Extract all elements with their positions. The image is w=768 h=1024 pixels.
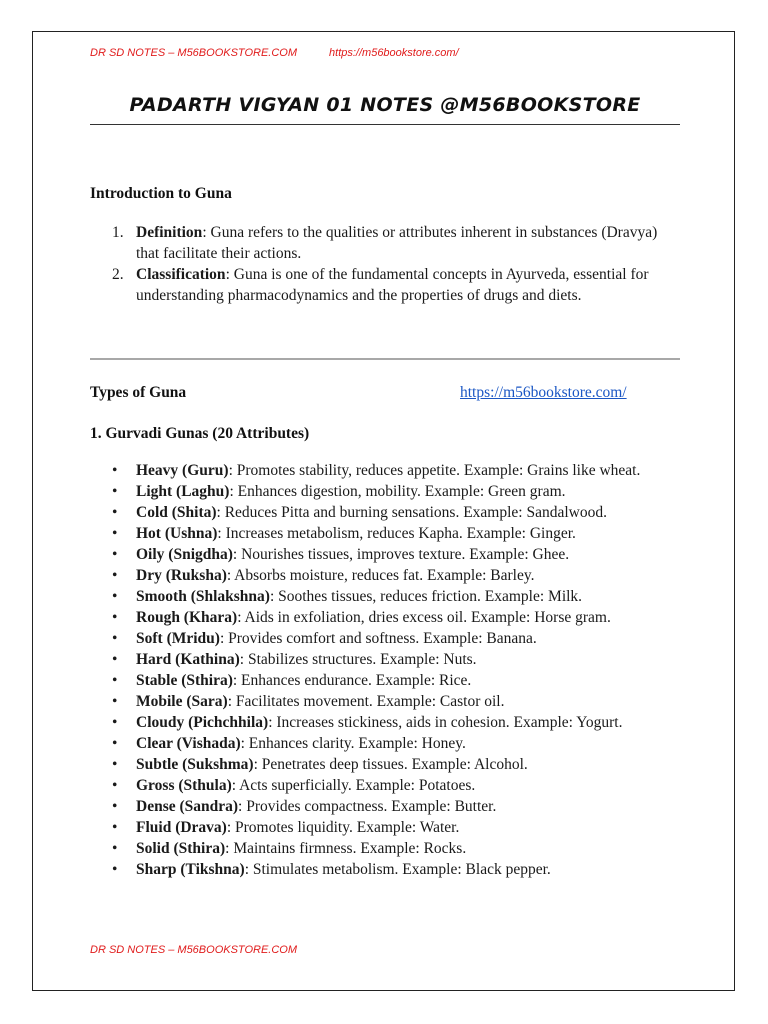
page-footer: DR SD NOTES – M56BOOKSTORE.COM <box>90 944 298 956</box>
guna-term: Smooth (Shlakshna) <box>136 588 270 605</box>
guna-desc: : Soothes tissues, reduces friction. Example: Milk. <box>269 588 583 605</box>
bullet-icon: • <box>112 651 118 668</box>
intro-list <box>110 222 680 306</box>
intro-term: Classification <box>136 266 226 283</box>
guna-term: Hot (Ushna) <box>136 525 218 542</box>
list-item <box>112 817 682 838</box>
guna-term: Rough (Khara) <box>136 609 238 626</box>
bullet-icon: • <box>112 546 118 563</box>
list-item <box>112 691 682 712</box>
intro-term: Definition <box>136 224 203 241</box>
title-underline <box>90 124 680 125</box>
bullet-icon: • <box>112 819 118 836</box>
guna-term: Gross (Sthula) <box>136 777 232 794</box>
guna-desc: : Promotes stability, reduces appetite. Example: Grains like wheat. <box>228 462 641 479</box>
bullet-icon: • <box>112 462 118 479</box>
list-item <box>112 838 682 859</box>
bullet-icon: • <box>112 693 118 710</box>
guna-term: Cold (Shita) <box>136 504 217 521</box>
guna-term: Hard (Kathina) <box>136 651 240 668</box>
guna-term: Stable (Sthira) <box>136 672 233 689</box>
guna-desc: : Enhances digestion, mobility. Example: Green gram. <box>229 483 566 500</box>
section-divider <box>90 358 680 360</box>
bullet-icon: • <box>112 588 118 605</box>
guna-desc: : Increases stickiness, aids in cohesion. Example: Yogurt. <box>268 714 623 731</box>
bullet-icon: • <box>112 483 118 500</box>
guna-desc: : Promotes liquidity. Example: Water. <box>226 819 460 836</box>
intro-text: : Guna is one of the fundamental concepts in Ayurveda, essential for understanding pharmacodynamics and the properties of drugs and diets. <box>136 266 649 304</box>
intro-item <box>110 264 680 306</box>
guna-desc: : Provides comfort and softness. Example: Banana. <box>219 630 537 647</box>
list-item <box>112 859 682 880</box>
guna-term: Heavy (Guru) <box>136 462 229 479</box>
bullet-icon: • <box>112 777 118 794</box>
guna-desc: : Stabilizes structures. Example: Nuts. <box>239 651 477 668</box>
guna-term: Oily (Snigdha) <box>136 546 233 563</box>
list-item <box>112 544 682 565</box>
bullet-icon: • <box>112 525 118 542</box>
gurvadi-subheading: 1. Gurvadi Gunas (20 Attributes) <box>90 425 310 442</box>
list-item <box>112 754 682 775</box>
list-item <box>112 586 682 607</box>
guna-term: Fluid (Drava) <box>136 819 227 836</box>
bullet-icon: • <box>112 609 118 626</box>
bullet-icon: • <box>112 714 118 731</box>
guna-term: Sharp (Tikshna) <box>136 861 245 878</box>
list-item <box>112 733 682 754</box>
guna-desc: : Absorbs moisture, reduces fat. Example: Barley. <box>226 567 535 584</box>
header-url[interactable]: https://m56bookstore.com/ <box>329 47 459 59</box>
guna-term: Clear (Vishada) <box>136 735 241 752</box>
guna-term: Light (Laghu) <box>136 483 230 500</box>
guna-term: Mobile (Sara) <box>136 693 228 710</box>
guna-desc: : Facilitates movement. Example: Castor oil. <box>227 693 505 710</box>
page-header <box>90 47 459 59</box>
guna-desc: : Nourishes tissues, improves texture. Example: Ghee. <box>232 546 570 563</box>
guna-desc: : Aids in exfoliation, dries excess oil. Example: Horse gram. <box>237 609 611 626</box>
bullet-icon: • <box>112 798 118 815</box>
bookstore-link[interactable]: https://m56bookstore.com/ <box>460 384 627 401</box>
intro-item <box>110 222 680 264</box>
bullet-icon: • <box>112 861 118 878</box>
guna-term: Solid (Sthira) <box>136 840 226 857</box>
header-notes-label: DR SD NOTES – M56BOOKSTORE.COM <box>90 47 298 59</box>
guna-desc: : Reduces Pitta and burning sensations. Example: Sandalwood. <box>216 504 607 521</box>
bullet-icon: • <box>112 672 118 689</box>
guna-term: Dry (Ruksha) <box>136 567 227 584</box>
guna-desc: : Acts superficially. Example: Potatoes. <box>231 777 476 794</box>
guna-term: Dense (Sandra) <box>136 798 239 815</box>
list-item <box>112 670 682 691</box>
list-item <box>112 607 682 628</box>
list-item <box>112 649 682 670</box>
bullet-icon: • <box>112 735 118 752</box>
bullet-icon: • <box>112 504 118 521</box>
guna-desc: : Maintains firmness. Example: Rocks. <box>225 840 467 857</box>
bullet-icon: • <box>112 756 118 773</box>
guna-desc: : Penetrates deep tissues. Example: Alcohol. <box>253 756 528 773</box>
guna-term: Soft (Mridu) <box>136 630 220 647</box>
bullet-icon: • <box>112 567 118 584</box>
intro-heading: Introduction to Guna <box>90 185 232 202</box>
guna-desc: : Enhances endurance. Example: Rice. <box>232 672 472 689</box>
list-item <box>112 628 682 649</box>
intro-text: : Guna refers to the qualities or attributes inherent in substances (Dravya) that facilitate their actions. <box>136 224 658 262</box>
list-item <box>112 775 682 796</box>
list-item <box>112 712 682 733</box>
bullet-icon: • <box>112 840 118 857</box>
list-number: 2. <box>112 266 124 283</box>
list-item <box>112 460 682 481</box>
list-item <box>112 523 682 544</box>
list-item <box>112 502 682 523</box>
list-item <box>112 796 682 817</box>
document-title: PADARTH VIGYAN 01 NOTES @M56BOOKSTORE <box>129 94 641 116</box>
guna-desc: : Increases metabolism, reduces Kapha. Example: Ginger. <box>217 525 576 542</box>
list-item <box>112 565 682 586</box>
guna-desc: : Enhances clarity. Example: Honey. <box>240 735 466 752</box>
guna-term: Subtle (Sukshma) <box>136 756 254 773</box>
list-number: 1. <box>112 224 124 241</box>
types-heading: Types of Guna <box>90 384 187 401</box>
guna-desc: : Stimulates metabolism. Example: Black pepper. <box>244 861 551 878</box>
guna-term: Cloudy (Pichchhila) <box>136 714 269 731</box>
bullet-icon: • <box>112 630 118 647</box>
guna-desc: : Provides compactness. Example: Butter. <box>238 798 497 815</box>
gunas-list <box>112 460 682 880</box>
list-item <box>112 481 682 502</box>
